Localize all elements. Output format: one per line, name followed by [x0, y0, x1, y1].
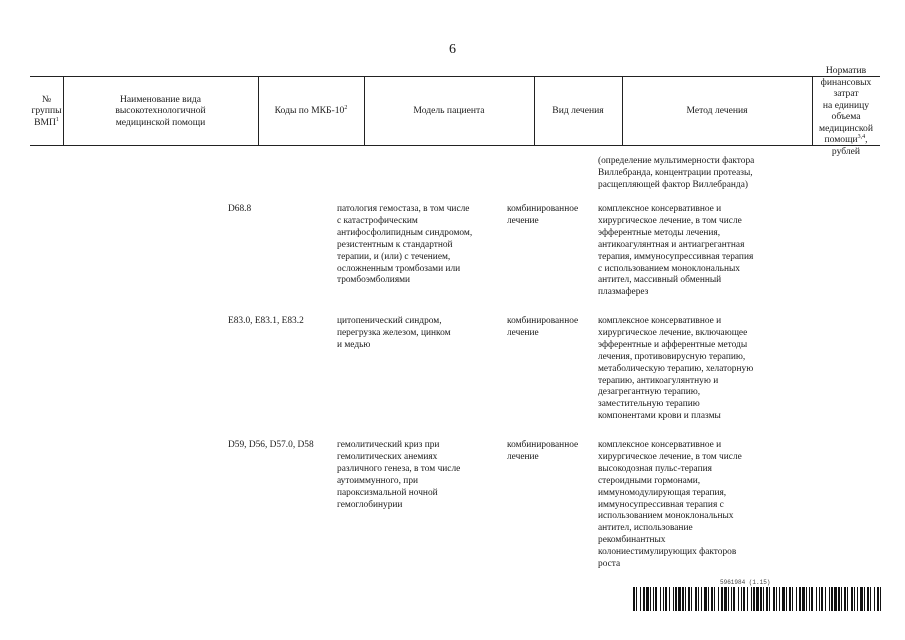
header-treatment-method: Метод лечения: [622, 77, 813, 145]
header-group-number: № группы ВМП$^1$: [30, 77, 64, 145]
row-1-codes: D68.8: [228, 204, 252, 214]
row-3-treatment-method: комплексное консервативное и хирургическое лечение, в том числе высокодозная пульс-терапия стероидными гормонами, иммуномодулирующая терапия, иммуносупрессивная терапия с использованием моноклональных антител, использование рекомбинантных колониестимулирующих факторов роста: [598, 440, 742, 570]
row-3-patient-model: гемолитический криз при гемолитических анемиях различного генеза, в том числе аутоиммунного, при пароксизмальной ночной гемоглобинурии: [337, 440, 461, 510]
page-number: 6: [449, 42, 456, 57]
row-2-codes: E83.0, E83.1, E83.2: [228, 316, 304, 326]
row-3-codes: D59, D56, D57.0, D58: [228, 440, 314, 450]
header-patient-model: Модель пациента: [364, 77, 535, 145]
table-header: [30, 65, 880, 157]
row-2-treatment-method: комплексное консервативное и хирургическое лечение, включающее эфферентные и афферентные методы лечения, противовирусную терапию, метаболическую терапию, хелаторную терапию, антикоагулянтную и дезагрегантную терапию, заместительную терапию компонентами крови и плазмы: [598, 316, 754, 422]
row-2-treatment-type: комбинированное лечение: [507, 316, 579, 338]
header-cost-norm: Норматив финансовых затрат на единицу объема медицинской помощи$^{3,4}$, рублей: [819, 65, 873, 157]
continuation-method-text: (определение мультимерности фактора Виллебранда, концентрации протеазы, расщепляющей фактор Виллебранда): [598, 156, 755, 190]
row-2-patient-model: цитопенический синдром, перегрузка железом, цинком и медью: [337, 316, 451, 350]
barcode-icon: [633, 587, 881, 611]
barcode-number: 5961984 (1.15): [720, 579, 771, 586]
row-1-patient-model: патология гемостаза, в том числе с катастрофическим антифосфолипидным синдромом, резистентным к стандартной терапии, и (или) с течением, осложненным тромбозами или тромбоэмболиями: [337, 204, 473, 286]
row-3-treatment-type: комбинированное лечение: [507, 440, 579, 462]
row-1-treatment-type: комбинированное лечение: [507, 204, 579, 226]
header-treatment-type: Вид лечения: [534, 77, 623, 145]
header-icd-codes: Коды по МКБ-$10^2$: [258, 77, 365, 145]
header-care-type: Наименование вида высокотехнологичной медицинской помощи: [63, 77, 259, 145]
row-1-treatment-method: комплексное консервативное и хирургическое лечение, в том числе эфферентные методы лечения, антикоагулянтная и антиагрегантная терапия, иммуносупрессивная терапия с использованием моноклональных антител, массивный обменный плазмаферез: [598, 204, 754, 298]
